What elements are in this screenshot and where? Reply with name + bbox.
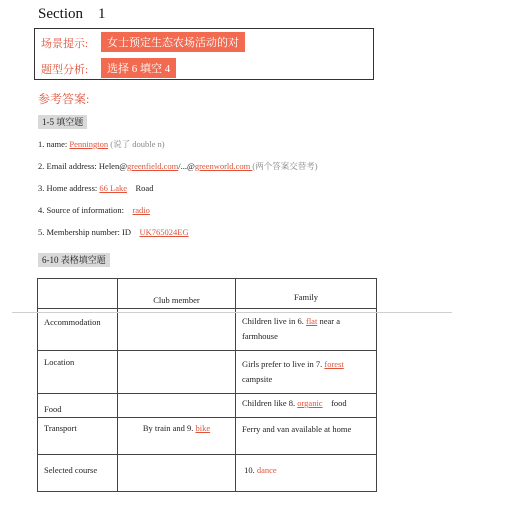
table-row — [38, 309, 377, 351]
row-member — [118, 394, 235, 406]
q2-mid: /...@ — [178, 161, 195, 171]
row-family — [236, 351, 376, 393]
q2-prefix: 2. Email address: Helen@ — [38, 161, 128, 171]
row-label-cell — [38, 309, 118, 351]
row-family-cell — [236, 309, 377, 351]
row-member — [118, 309, 235, 321]
header-member-text: Club member — [153, 295, 200, 305]
row-family-post: campsite — [242, 374, 273, 384]
row-member-cell — [118, 394, 236, 418]
part2-label: 6-10 表格填空题 — [38, 253, 110, 267]
scene-box — [34, 28, 374, 80]
header-family-text: Family — [293, 292, 319, 302]
row-family-post: near a farmhouse — [242, 316, 340, 341]
row-family-cell — [236, 351, 377, 394]
section-word: Section — [38, 6, 83, 22]
answer-table — [37, 278, 377, 492]
scene-label: 场景提示: — [41, 38, 89, 50]
q5-answer: UK765024EG — [139, 227, 189, 237]
row-family-pre: Girls prefer to live in 7. — [242, 359, 325, 369]
row-family — [236, 394, 376, 412]
row-member-cell — [118, 351, 236, 394]
row-label-cell — [38, 351, 118, 394]
row-member-cell — [118, 455, 236, 492]
row-family-answer: forest — [324, 359, 344, 369]
row-family — [236, 309, 376, 350]
row-family-answer: dance — [256, 465, 277, 475]
q4-line — [38, 205, 150, 215]
type-label: 题型分析: — [41, 64, 89, 76]
q3-answer: 66 Lake — [99, 183, 128, 193]
table-row — [38, 394, 377, 418]
row-family — [236, 418, 376, 440]
row-family-post: food — [322, 398, 347, 408]
row-member-cell — [118, 418, 236, 455]
row-family — [236, 455, 376, 484]
type-value: 选择 6 填空 4 — [101, 58, 176, 78]
row-member-pre: By train and 9. — [142, 423, 196, 433]
q2-answer-2: greenworld.com — [194, 161, 253, 171]
row-member — [118, 418, 235, 442]
q3-line — [38, 183, 153, 193]
row-member — [118, 455, 235, 467]
q1-answer: Pennington — [69, 139, 109, 149]
row-label-cell — [38, 455, 118, 492]
row-family-cell — [236, 418, 377, 455]
q2-line — [38, 160, 318, 172]
row-family-answer: organic — [297, 398, 323, 408]
part1-label: 1-5 填空题 — [38, 115, 87, 129]
page-separator — [12, 312, 452, 313]
scene-value: 女士预定生态农场活动的对 — [101, 32, 245, 52]
part1-label-wrap — [38, 112, 87, 130]
table-row — [38, 455, 377, 492]
row-label-cell — [38, 418, 118, 455]
header-cell-family — [236, 279, 377, 309]
table-row — [38, 351, 377, 394]
row-family-cell — [236, 394, 377, 418]
q4-prefix: 4. Source of information: — [38, 205, 133, 215]
row-label-cell — [38, 394, 118, 418]
header-cell-empty — [38, 279, 118, 309]
row-family-pre: Children like 8. — [242, 398, 298, 408]
q1-line — [38, 138, 165, 150]
row-family-pre: Ferry and van available at home — [242, 424, 352, 434]
row-label: Transport — [44, 423, 77, 433]
row-family-answer: flat — [305, 316, 318, 326]
q1-prefix: 1. name: — [38, 139, 70, 149]
row-label: Selected course — [44, 465, 98, 475]
q4-answer: radio — [132, 205, 150, 215]
answers-title: 参考答案: — [38, 92, 90, 106]
table-row — [38, 418, 377, 455]
header-cell-member — [118, 279, 236, 309]
row-member — [118, 351, 235, 363]
q3-suffix: Road — [127, 183, 154, 193]
row-label: Accommodation — [44, 317, 101, 327]
q2-answer-1: greenfield.com — [127, 161, 179, 171]
q5-line — [38, 227, 189, 237]
scene-row — [41, 34, 88, 52]
row-member-answer: bike — [195, 423, 211, 433]
row-family-cell — [236, 455, 377, 492]
table-header-row — [38, 279, 377, 309]
row-label: Location — [44, 357, 75, 367]
q2-note: (两个答案交替考) — [252, 161, 318, 171]
q5-prefix: 5. Membership number: ID — [38, 227, 140, 237]
row-label: Food — [44, 404, 62, 414]
q1-note: (说了 double n) — [108, 139, 165, 149]
q3-prefix: 3. Home address: — [38, 183, 100, 193]
part2-label-wrap — [38, 250, 110, 268]
section-number: 1 — [98, 6, 106, 22]
section-title — [38, 6, 106, 23]
row-family-pre: Children live in 6. — [242, 316, 306, 326]
row-family-pre: 10. — [242, 465, 257, 475]
type-row — [41, 60, 88, 78]
row-member-cell — [118, 309, 236, 351]
